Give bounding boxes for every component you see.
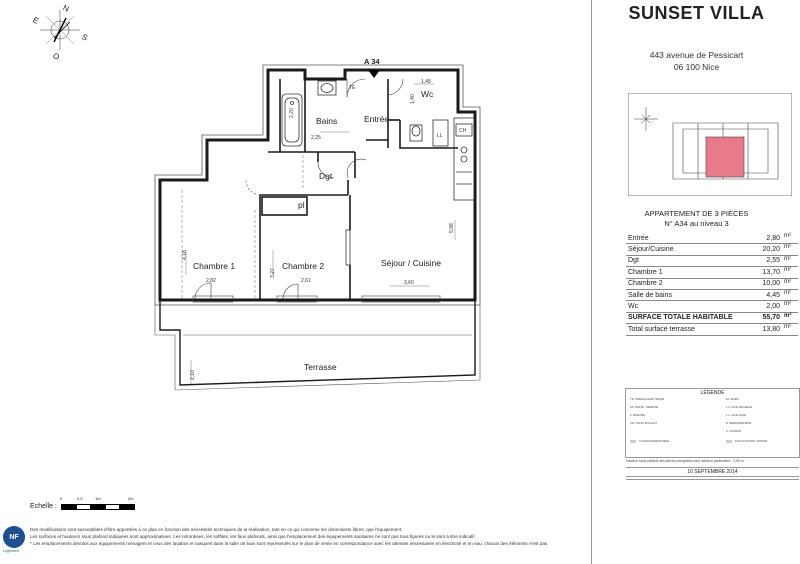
scale-bar (61, 504, 135, 510)
plan-date: 10 SEPTEMBRE 2014 (626, 467, 799, 477)
key-plan (628, 93, 792, 196)
dim-ch1-h: 4,18 (182, 250, 188, 260)
legend-item: CLOISON DEMONTABLE (630, 440, 669, 443)
surface-room: Chambre 2 (626, 278, 756, 289)
dim-sejour-h: 5,98 (449, 223, 455, 233)
room-bains: Bains (316, 116, 338, 126)
surface-room: Wc (626, 301, 756, 312)
surface-value: 2,00 (756, 301, 782, 312)
surface-unit: m² (782, 244, 798, 255)
entrance-arrow (368, 70, 380, 78)
surface-value: 10,00 (756, 278, 782, 289)
terrasse-outline (160, 300, 475, 385)
surface-value: 2,55 (756, 255, 782, 266)
mark-te: TE (349, 85, 356, 91)
surface-room: Dgt (626, 255, 756, 266)
surface-value: 20,20 (756, 244, 782, 255)
legend-title: LÉGENDE (700, 390, 725, 396)
surface-unit: m² (782, 267, 798, 278)
surface-row (626, 255, 798, 266)
room-chambre1: Chambre 1 (193, 261, 236, 271)
compass-e: E (31, 15, 40, 26)
dim-terrasse-h: 2,10 (190, 370, 196, 380)
footer-line-2: Les surfaces et hauteurs sous plafond indiquées sont approximatives. Les retombées, les soffites, les faux plafonds, ainsi que l'emplacement des équipements sanitaires ne sont pas tous figurés ou le sont à titre indicatif. (30, 534, 476, 539)
legend-item: P.F. PORTE - FENETRE (630, 406, 659, 409)
scale-tick-2m: 2m (128, 496, 134, 501)
surface-row (626, 267, 798, 278)
footer-line-3: * Les emplacements dévolus aux équipements ménagers et ceux des lavabos et vasques dans la salle de bain sont représentés sur le plan de vente en correspondance avec les attentes nécessaires en électricité et en eau, chacun des éléments n'est pas (30, 541, 548, 546)
mark-ll: LL (437, 133, 443, 139)
room-chambre2: Chambre 2 (282, 261, 325, 271)
room-pl: pl (298, 200, 305, 210)
lot-label: A 34 (364, 57, 380, 66)
surface-unit: m² (782, 301, 798, 312)
compass-s: S (80, 32, 89, 43)
scale-tick-1m: 1m (95, 496, 101, 501)
legend-item: EV. EVIER (726, 398, 739, 401)
nf-logo-sub: Logement (3, 549, 19, 553)
scale-tick-0: 0 (60, 496, 63, 501)
surface-value: 2,80 (756, 233, 782, 244)
surface-row (626, 244, 798, 255)
room-dgt: Dgt (319, 171, 333, 181)
terrasse-total-value: 13,80 (756, 324, 782, 335)
legend-item: FAUX-PLAFOND, SOFFITE (726, 440, 767, 443)
legend (625, 388, 800, 458)
surface-unit: m² (782, 255, 798, 266)
surface-row (626, 233, 798, 244)
address-line-2: 06 100 Nice (673, 62, 720, 72)
room-wc: Wc (421, 89, 434, 99)
compass-n: N (61, 3, 71, 14)
surface-total-value: 55,70 (756, 312, 782, 323)
surface-unit: m² (782, 278, 798, 289)
surface-value: 13,70 (756, 267, 782, 278)
terrasse-total-label: Total surface terrasse (626, 324, 756, 335)
surface-value: 4,45 (756, 289, 782, 300)
room-entree: Entrée (364, 114, 390, 124)
compass-o: O (51, 51, 61, 62)
surface-table (626, 233, 798, 336)
surface-total-row (626, 312, 798, 323)
room-sejour: Séjour / Cuisine (381, 258, 442, 268)
surface-unit: m² (782, 289, 798, 300)
key-plan-highlight (706, 137, 744, 177)
compass-rose (40, 10, 80, 50)
toilet (410, 125, 422, 141)
terrasse-total-unit: m² (782, 324, 798, 335)
address-line-1: 443 avenue de Pessicart (649, 50, 744, 60)
room-terrasse: Terrasse (304, 362, 337, 372)
legend-item: T.E. TABLEAU ELECTRIQUE (630, 398, 665, 401)
legend-item: F. FENETRE (630, 414, 645, 417)
surface-row (626, 289, 798, 300)
footer-line-1: Des modifications sont susceptibles d'être apportées à ce plan en fonction des nécessités techniques de la réalisation, tant en ce qui concerne les dimensions libres, que l'équipement. (30, 527, 403, 532)
height-note: Hauteur sous plafond des pièces principales sauf mention particulière : 2.50 m (626, 459, 744, 463)
surface-total-unit: m² (782, 312, 798, 323)
mark-ch: CH (459, 128, 467, 134)
date-underline (626, 479, 799, 480)
dim-bains-h: 2,20 (289, 108, 295, 118)
dim-sejour-w: 3,60 (404, 280, 414, 286)
legend-item: L.L. LAVE LINGE (726, 414, 747, 417)
dim-ch2-door: 2,61 (301, 278, 311, 284)
surface-row (626, 301, 798, 312)
legend-item: R. REFRIGERATEUR (726, 422, 752, 425)
apartment-lot: N° A34 au niveau 3 (664, 219, 729, 228)
project-title: SUNSET VILLA (628, 3, 765, 23)
scale-tick-05: 0.5 (77, 496, 83, 501)
legend-item: V.R. VOLET ROULANT (630, 422, 658, 425)
legend-item: L.V. LAVE VAISSELLE (726, 406, 753, 409)
surface-room: Séjour/Cuisine (626, 244, 756, 255)
surface-unit: m² (782, 233, 798, 244)
dim-ch1-door: 2,82 (206, 278, 216, 284)
nf-logo: NF (3, 526, 25, 548)
dim-ch2-h: 3,27 (270, 268, 276, 278)
surface-room: Entrée (626, 233, 756, 244)
surface-room: Chambre 1 (626, 267, 756, 278)
legend-item: C. CUISSON (726, 430, 742, 433)
dim-wc-h: 1,40 (410, 94, 416, 104)
apartment-type: APPARTEMENT DE 3 PIÈCES (644, 209, 749, 218)
dim-bains-w: 2,25 (311, 135, 321, 141)
dim-wc-w: 1,48 (421, 79, 431, 85)
surface-total-label: SURFACE TOTALE HABITABLE (626, 312, 756, 323)
terrasse-total-row (626, 324, 798, 335)
surface-row (626, 278, 798, 289)
scale-label: Echelle : (30, 503, 57, 510)
surface-room: Salle de bains (626, 289, 756, 300)
